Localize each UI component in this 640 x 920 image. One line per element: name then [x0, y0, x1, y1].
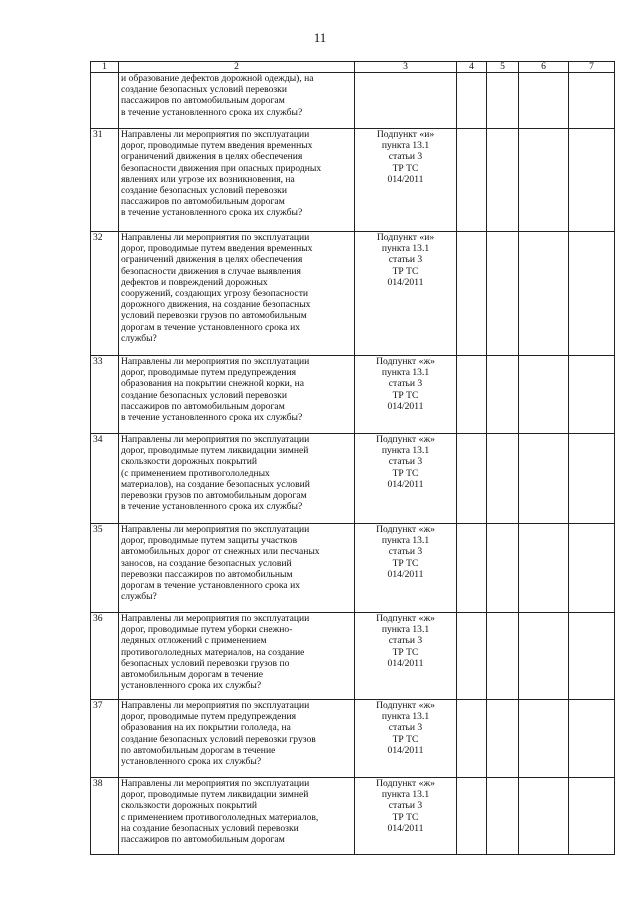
empty-cell	[457, 232, 487, 356]
legal-reference: Подпункт «и» пункта 13.1 статьи 3 ТР ТС 014/2011	[355, 232, 457, 356]
legal-reference: Подпункт «ж» пункта 13.1 статьи 3 ТР ТС 014/2011	[355, 613, 457, 700]
legal-reference: Подпункт «и» пункта 13.1 статьи 3 ТР ТС 014/2011	[355, 129, 457, 232]
row-number: 38	[91, 778, 119, 855]
legal-reference: Подпункт «ж» пункта 13.1 статьи 3 ТР ТС 014/2011	[355, 356, 457, 434]
row-number: 34	[91, 434, 119, 524]
table-row	[91, 73, 615, 129]
header-col-4: 4	[457, 62, 487, 73]
question-text: Направлены ли мероприятия по эксплуатации дорог, проводимые путем предупреждения образования на их покрытии гололеда, на создание безопасных условий перевозки грузов по автомобильным дорогам в течение установленного срока их службы?	[119, 700, 355, 778]
empty-cell	[487, 73, 519, 129]
empty-cell	[519, 613, 569, 700]
empty-cell	[487, 778, 519, 855]
empty-cell	[569, 613, 615, 700]
empty-cell	[519, 778, 569, 855]
header-col-6: 6	[519, 62, 569, 73]
empty-cell	[457, 778, 487, 855]
row-number: 31	[91, 129, 119, 232]
question-text: Направлены ли мероприятия по эксплуатации дорог, проводимые путем ликвидации зимней скользкости дорожных покрытий (с применением противогололедных материалов), на создание безопасных условий перевозки грузов по автомобильным дорогам в течение установленного срока их службы?	[119, 434, 355, 524]
question-text: Направлены ли мероприятия по эксплуатации дорог, проводимые путем уборки снежно- ледяных отложений с применением противогололедных материалов, на создание безопасных условий перевозки грузов по автомобильным дорогам в течение установленного срока их службы?	[119, 613, 355, 700]
question-text: Направлены ли мероприятия по эксплуатации дорог, проводимые путем защиты участков автомобильных дорог от снежных или песчаных заносов, на создание безопасных условий перевозки пассажиров по автомобильным дорогам в течение установленного срока их службы?	[119, 524, 355, 613]
table-row	[91, 434, 615, 524]
table-row	[91, 613, 615, 700]
page-number: 11	[313, 30, 327, 45]
row-number: 32	[91, 232, 119, 356]
table-row	[91, 356, 615, 434]
header-col-7: 7	[569, 62, 615, 73]
empty-cell	[457, 434, 487, 524]
empty-cell	[487, 524, 519, 613]
row-number: 37	[91, 700, 119, 778]
empty-cell	[519, 434, 569, 524]
empty-cell	[519, 524, 569, 613]
empty-cell	[569, 778, 615, 855]
checklist-table	[90, 61, 615, 855]
empty-cell	[519, 232, 569, 356]
empty-cell	[569, 524, 615, 613]
legal-reference	[355, 73, 457, 129]
empty-cell	[569, 129, 615, 232]
header-col-5: 5	[487, 62, 519, 73]
empty-cell	[519, 700, 569, 778]
row-number: 35	[91, 524, 119, 613]
header-col-1: 1	[91, 62, 119, 73]
empty-cell	[457, 613, 487, 700]
empty-cell	[457, 129, 487, 232]
row-number: 36	[91, 613, 119, 700]
table-row	[91, 778, 615, 855]
empty-cell	[569, 73, 615, 129]
empty-cell	[519, 73, 569, 129]
header-col-3: 3	[355, 62, 457, 73]
row-number: 33	[91, 356, 119, 434]
legal-reference: Подпункт «ж» пункта 13.1 статьи 3 ТР ТС 014/2011	[355, 524, 457, 613]
question-text: Направлены ли мероприятия по эксплуатации дорог, проводимые путем предупреждения образования на покрытии снежной корки, на создание безопасных условий перевозки пассажиров по автомобильным дорогам в течение установленного срока их службы?	[119, 356, 355, 434]
empty-cell	[487, 434, 519, 524]
empty-cell	[457, 73, 487, 129]
header-row	[91, 62, 615, 73]
empty-cell	[487, 232, 519, 356]
empty-cell	[569, 356, 615, 434]
table-row	[91, 232, 615, 356]
question-text: Направлены ли мероприятия по эксплуатации дорог, проводимые путем введения временных ограничений движения в целях обеспечения безопасности движения при опасных природных явлениях или угрозе их возникновения, на создание безопасных условий перевозки пассажиров по автомобильным дорогам в течение установленного срока их службы?	[119, 129, 355, 232]
empty-cell	[487, 356, 519, 434]
question-text: Направлены ли мероприятия по эксплуатации дорог, проводимые путем введения временных ограничений движения в целях обеспечения безопасности движения в случае выявления дефектов и повреждений дорожных сооружений, создающих угрозу безопасности дорожного движения, на создание безопасных условий перевозки грузов по автомобильным дорогам в течение установленного срока их службы?	[119, 232, 355, 356]
legal-reference: Подпункт «ж» пункта 13.1 статьи 3 ТР ТС 014/2011	[355, 434, 457, 524]
header-col-2: 2	[119, 62, 355, 73]
empty-cell	[569, 434, 615, 524]
table-row	[91, 129, 615, 232]
empty-cell	[519, 356, 569, 434]
table-row	[91, 524, 615, 613]
legal-reference: Подпункт «ж» пункта 13.1 статьи 3 ТР ТС 014/2011	[355, 778, 457, 855]
question-text: Направлены ли мероприятия по эксплуатации дорог, проводимые путем ликвидации зимней скользкости дорожных покрытий с применением противогололедных материалов, на создание безопасных условий перевозки пассажиров по автомобильным дорогам	[119, 778, 355, 855]
empty-cell	[519, 129, 569, 232]
empty-cell	[569, 232, 615, 356]
empty-cell	[487, 613, 519, 700]
empty-cell	[457, 524, 487, 613]
empty-cell	[487, 700, 519, 778]
empty-cell	[457, 700, 487, 778]
empty-cell	[569, 700, 615, 778]
empty-cell	[487, 129, 519, 232]
table-row	[91, 700, 615, 778]
row-number	[91, 73, 119, 129]
legal-reference: Подпункт «ж» пункта 13.1 статьи 3 ТР ТС 014/2011	[355, 700, 457, 778]
empty-cell	[457, 356, 487, 434]
question-text: и образование дефектов дорожной одежды), на создание безопасных условий перевозки пассажиров по автомобильным дорогам в течение установленного срока их службы?	[119, 73, 355, 129]
